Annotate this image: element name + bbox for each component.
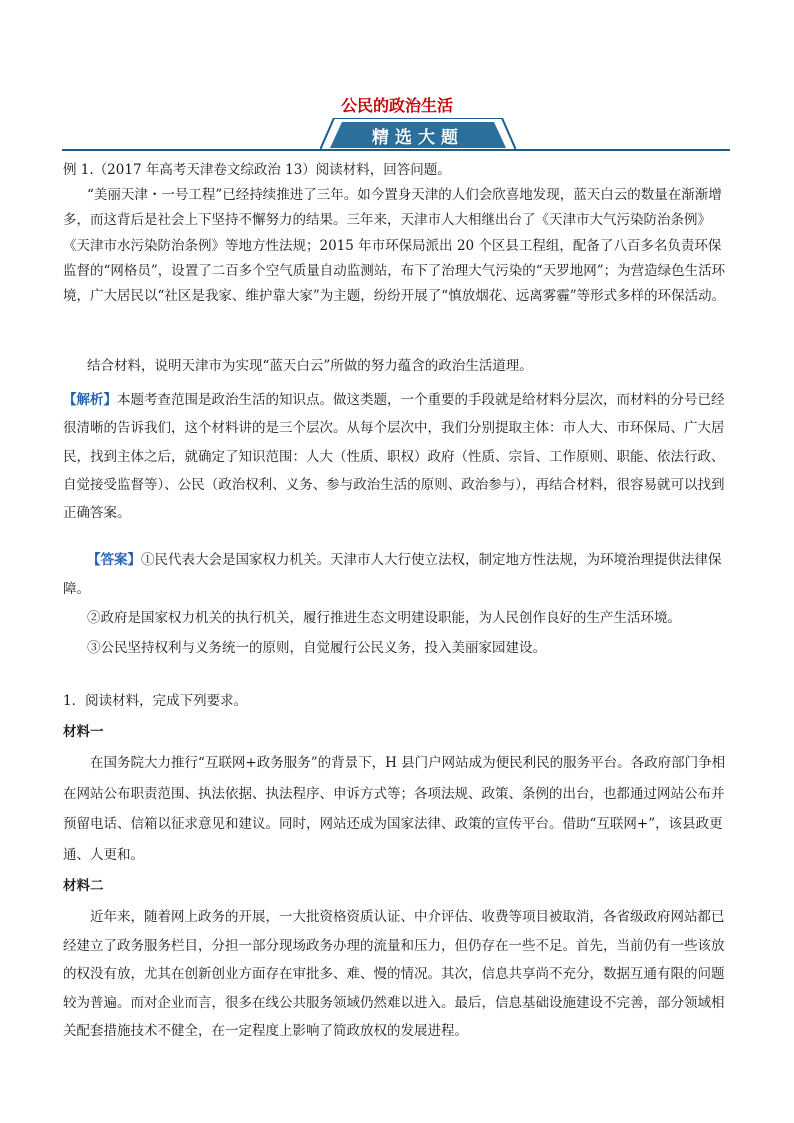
answer-tag: 【答案】 — [87, 552, 141, 568]
example-header: 例 1.（2017 年高考天津卷文综政治 13）阅读材料，回答问题。 — [63, 162, 451, 178]
material2-text: 近年来，随着网上政务的开展，一大批资格资质认证、中介评估、收费等项目被取消，各省级政府网站都已经建立了政务服务栏目，分担一部分现场政务办理的流量和压力，但仍存在一些不足。首先，当前仍有一些该放的权没有放，尤其在创新创业方面存在审批多、难、慢的情况。其次，信息共享尚不充分，数据互通有限的问题较为普遍。而对企业而言，很多在线公共服务领域仍然难以进入。最后，信息基础设施建设不完善，部分领域相关配套措施技术不健全，在一定程度上影响了简政放权的发展进程。 — [63, 909, 725, 1040]
banner-tab — [320, 118, 516, 150]
example-answer — [63, 546, 731, 604]
example-analysis — [63, 386, 731, 527]
page-title: 公民的政治生活 — [340, 96, 453, 115]
question-prompt: 1．阅读材料，完成下列要求。 — [63, 693, 248, 709]
material2-label: 材料二 — [63, 878, 104, 894]
answer-item-3: ③公民坚持权利与义务统一的原则，自觉履行公民义务，投入美丽家园建设。 — [87, 640, 546, 656]
section-banner — [62, 116, 730, 152]
material1-text: 在国务院大力推行“互联网+政务服务”的背景下，H 县门户网站成为便民利民的服务平台。各政府部门争相在网站公布职责范围、执法依据、执法程序、申诉方式等；各项法规、政策、条例的出台，也都通过网站公布并预留电话、信箱以征求意见和建议。同时，网站还成为国家法律、政策的宣传平台。借助“互联网+”，该县政更通、人更和。 — [63, 755, 726, 864]
example-question: 结合材料，说明天津市为实现“蓝天白云”所做的努力蕴含的政治生活道理。 — [87, 358, 533, 374]
material1-label: 材料一 — [63, 724, 104, 740]
analysis-tag: 【解析】 — [63, 392, 117, 408]
answer-item-2: ②政府是国家权力机关的执行机关，履行推进生态文明建设职能，为人民创作良好的生产生活环境。 — [87, 610, 681, 626]
example-material: “美丽天津・一号工程”已经持续推进了三年。如今置身天津的人们会欣喜地发现，蓝天白云的数量在渐渐增多，而这背后是社会上下坚持不懈努力的结果。三年来，天津市人大相继出台了《天津市大气污染防治条例》《天津市水污染防治条例》等地方性法规；2015 年市环保局派出 20 个区县工程组，配备了八百多名负责环保监督的“网格员”，设置了二百多个空气质量自动监测站，布下了治理大气污染的“天罗地网”；为营造绿色生活环境，广大居民以“社区是我家、维护靠大家”为主题，纷纷开展了“慎放烟花、远离雾霾”等形式多样的环保活动。 — [63, 187, 726, 305]
analysis-text: 本题考查范围是政治生活的知识点。做这类题，一个重要的手段就是给材料分层次，而材料的分号已经很清晰的告诉我们，这个材料讲的是三个层次。从每个层次中，我们分别提取主体：市人大、市环保局、广大居民，找到主体之后，就确定了知识范围：人大（性质、职权）政府（性质、宗旨、工作原则、职能、依法行政、自觉接受监督等）、公民（政治权利、义务、参与政治生活的原则、政治参与），再结合材料，很容易就可以找到正确答案。 — [63, 392, 725, 522]
banner-label: 精选大题 — [372, 128, 464, 148]
answer-item-1: ①民代表大会是国家权力机关。天津市人大行使立法权，制定地方性法规，为环境治理提供法律保障。 — [63, 552, 722, 597]
